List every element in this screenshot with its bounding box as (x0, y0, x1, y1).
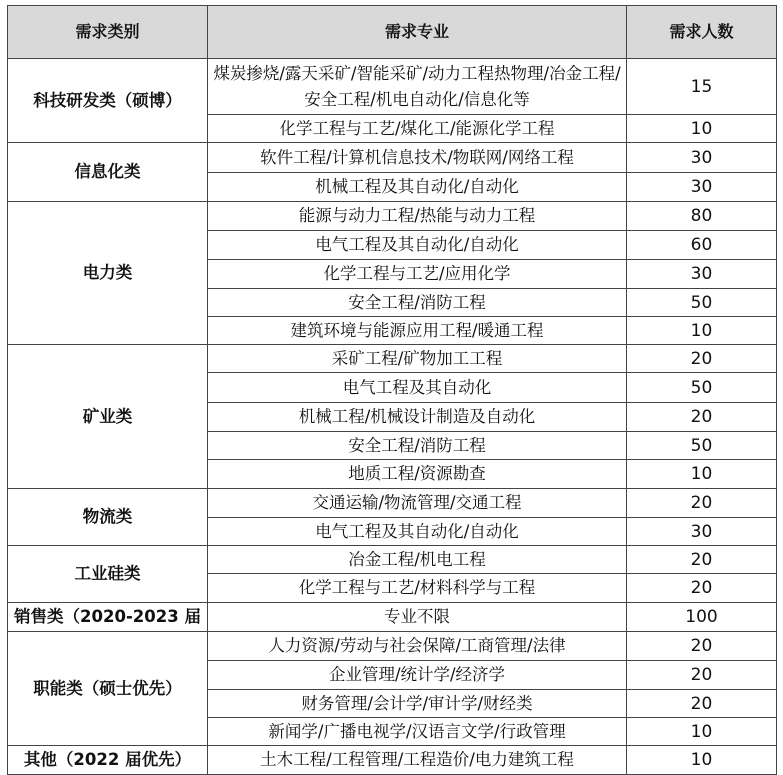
count-cell: 15 (627, 59, 777, 115)
count-cell: 20 (627, 345, 777, 373)
recruitment-demand-table (7, 5, 777, 775)
header-category: 需求类别 (8, 6, 208, 59)
count-cell: 80 (627, 202, 777, 231)
count-cell: 10 (627, 460, 777, 489)
table-row (8, 59, 777, 115)
major-cell: 煤炭掺烧/露天采矿/智能采矿/动力工程热物理/冶金工程/安全工程/机电自动化/信息化等 (208, 59, 627, 115)
category-cell: 销售类（2020-2023 届 (8, 603, 208, 632)
major-cell: 机械工程/机械设计制造及自动化 (208, 403, 627, 432)
category-cell: 矿业类 (8, 345, 208, 489)
count-cell: 60 (627, 231, 777, 260)
major-cell: 土木工程/工程管理/工程造价/电力建筑工程 (208, 746, 627, 775)
count-cell: 10 (627, 746, 777, 775)
count-cell: 20 (627, 489, 777, 518)
major-cell: 电气工程及其自动化 (208, 373, 627, 403)
count-cell: 20 (627, 403, 777, 432)
category-cell: 电力类 (8, 202, 208, 345)
category-cell: 其他（2022 届优先） (8, 746, 208, 775)
count-cell: 100 (627, 603, 777, 632)
category-cell: 物流类 (8, 489, 208, 546)
count-cell: 20 (627, 661, 777, 690)
table-row (8, 202, 777, 231)
count-cell: 30 (627, 143, 777, 173)
category-cell: 信息化类 (8, 143, 208, 202)
category-cell: 科技研发类（硕博） (8, 59, 208, 143)
count-cell: 50 (627, 289, 777, 317)
major-cell: 采矿工程/矿物加工工程 (208, 345, 627, 373)
table-row (8, 546, 777, 574)
count-cell: 20 (627, 546, 777, 574)
table-row (8, 632, 777, 661)
major-cell: 软件工程/计算机信息技术/物联网/网络工程 (208, 143, 627, 173)
major-cell: 冶金工程/机电工程 (208, 546, 627, 574)
major-cell: 机械工程及其自动化/自动化 (208, 173, 627, 202)
table-row (8, 143, 777, 173)
major-cell: 电气工程及其自动化/自动化 (208, 518, 627, 546)
major-cell: 财务管理/会计学/审计学/财经类 (208, 690, 627, 718)
count-cell: 30 (627, 260, 777, 289)
major-cell: 专业不限 (208, 603, 627, 632)
major-cell: 安全工程/消防工程 (208, 289, 627, 317)
count-cell: 10 (627, 317, 777, 345)
major-cell: 企业管理/统计学/经济学 (208, 661, 627, 690)
count-cell: 10 (627, 718, 777, 746)
header-major: 需求专业 (208, 6, 627, 59)
major-cell: 安全工程/消防工程 (208, 432, 627, 460)
count-cell: 30 (627, 518, 777, 546)
table-row (8, 746, 777, 775)
major-cell: 化学工程与工艺/煤化工/能源化学工程 (208, 115, 627, 143)
count-cell: 10 (627, 115, 777, 143)
table-row (8, 489, 777, 518)
major-cell: 化学工程与工艺/应用化学 (208, 260, 627, 289)
header-row (8, 6, 777, 59)
count-cell: 50 (627, 432, 777, 460)
major-cell: 能源与动力工程/热能与动力工程 (208, 202, 627, 231)
table-body (8, 59, 777, 775)
table-row (8, 345, 777, 373)
count-cell: 20 (627, 690, 777, 718)
header-count: 需求人数 (627, 6, 777, 59)
category-cell: 工业硅类 (8, 546, 208, 603)
major-cell: 地质工程/资源勘查 (208, 460, 627, 489)
table-row (8, 603, 777, 632)
count-cell: 20 (627, 574, 777, 603)
count-cell: 50 (627, 373, 777, 403)
count-cell: 30 (627, 173, 777, 202)
major-cell: 建筑环境与能源应用工程/暖通工程 (208, 317, 627, 345)
count-cell: 20 (627, 632, 777, 661)
major-cell: 人力资源/劳动与社会保障/工商管理/法律 (208, 632, 627, 661)
major-cell: 电气工程及其自动化/自动化 (208, 231, 627, 260)
major-cell: 交通运输/物流管理/交通工程 (208, 489, 627, 518)
major-cell: 化学工程与工艺/材料科学与工程 (208, 574, 627, 603)
category-cell: 职能类（硕士优先） (8, 632, 208, 746)
major-cell: 新闻学/广播电视学/汉语言文学/行政管理 (208, 718, 627, 746)
